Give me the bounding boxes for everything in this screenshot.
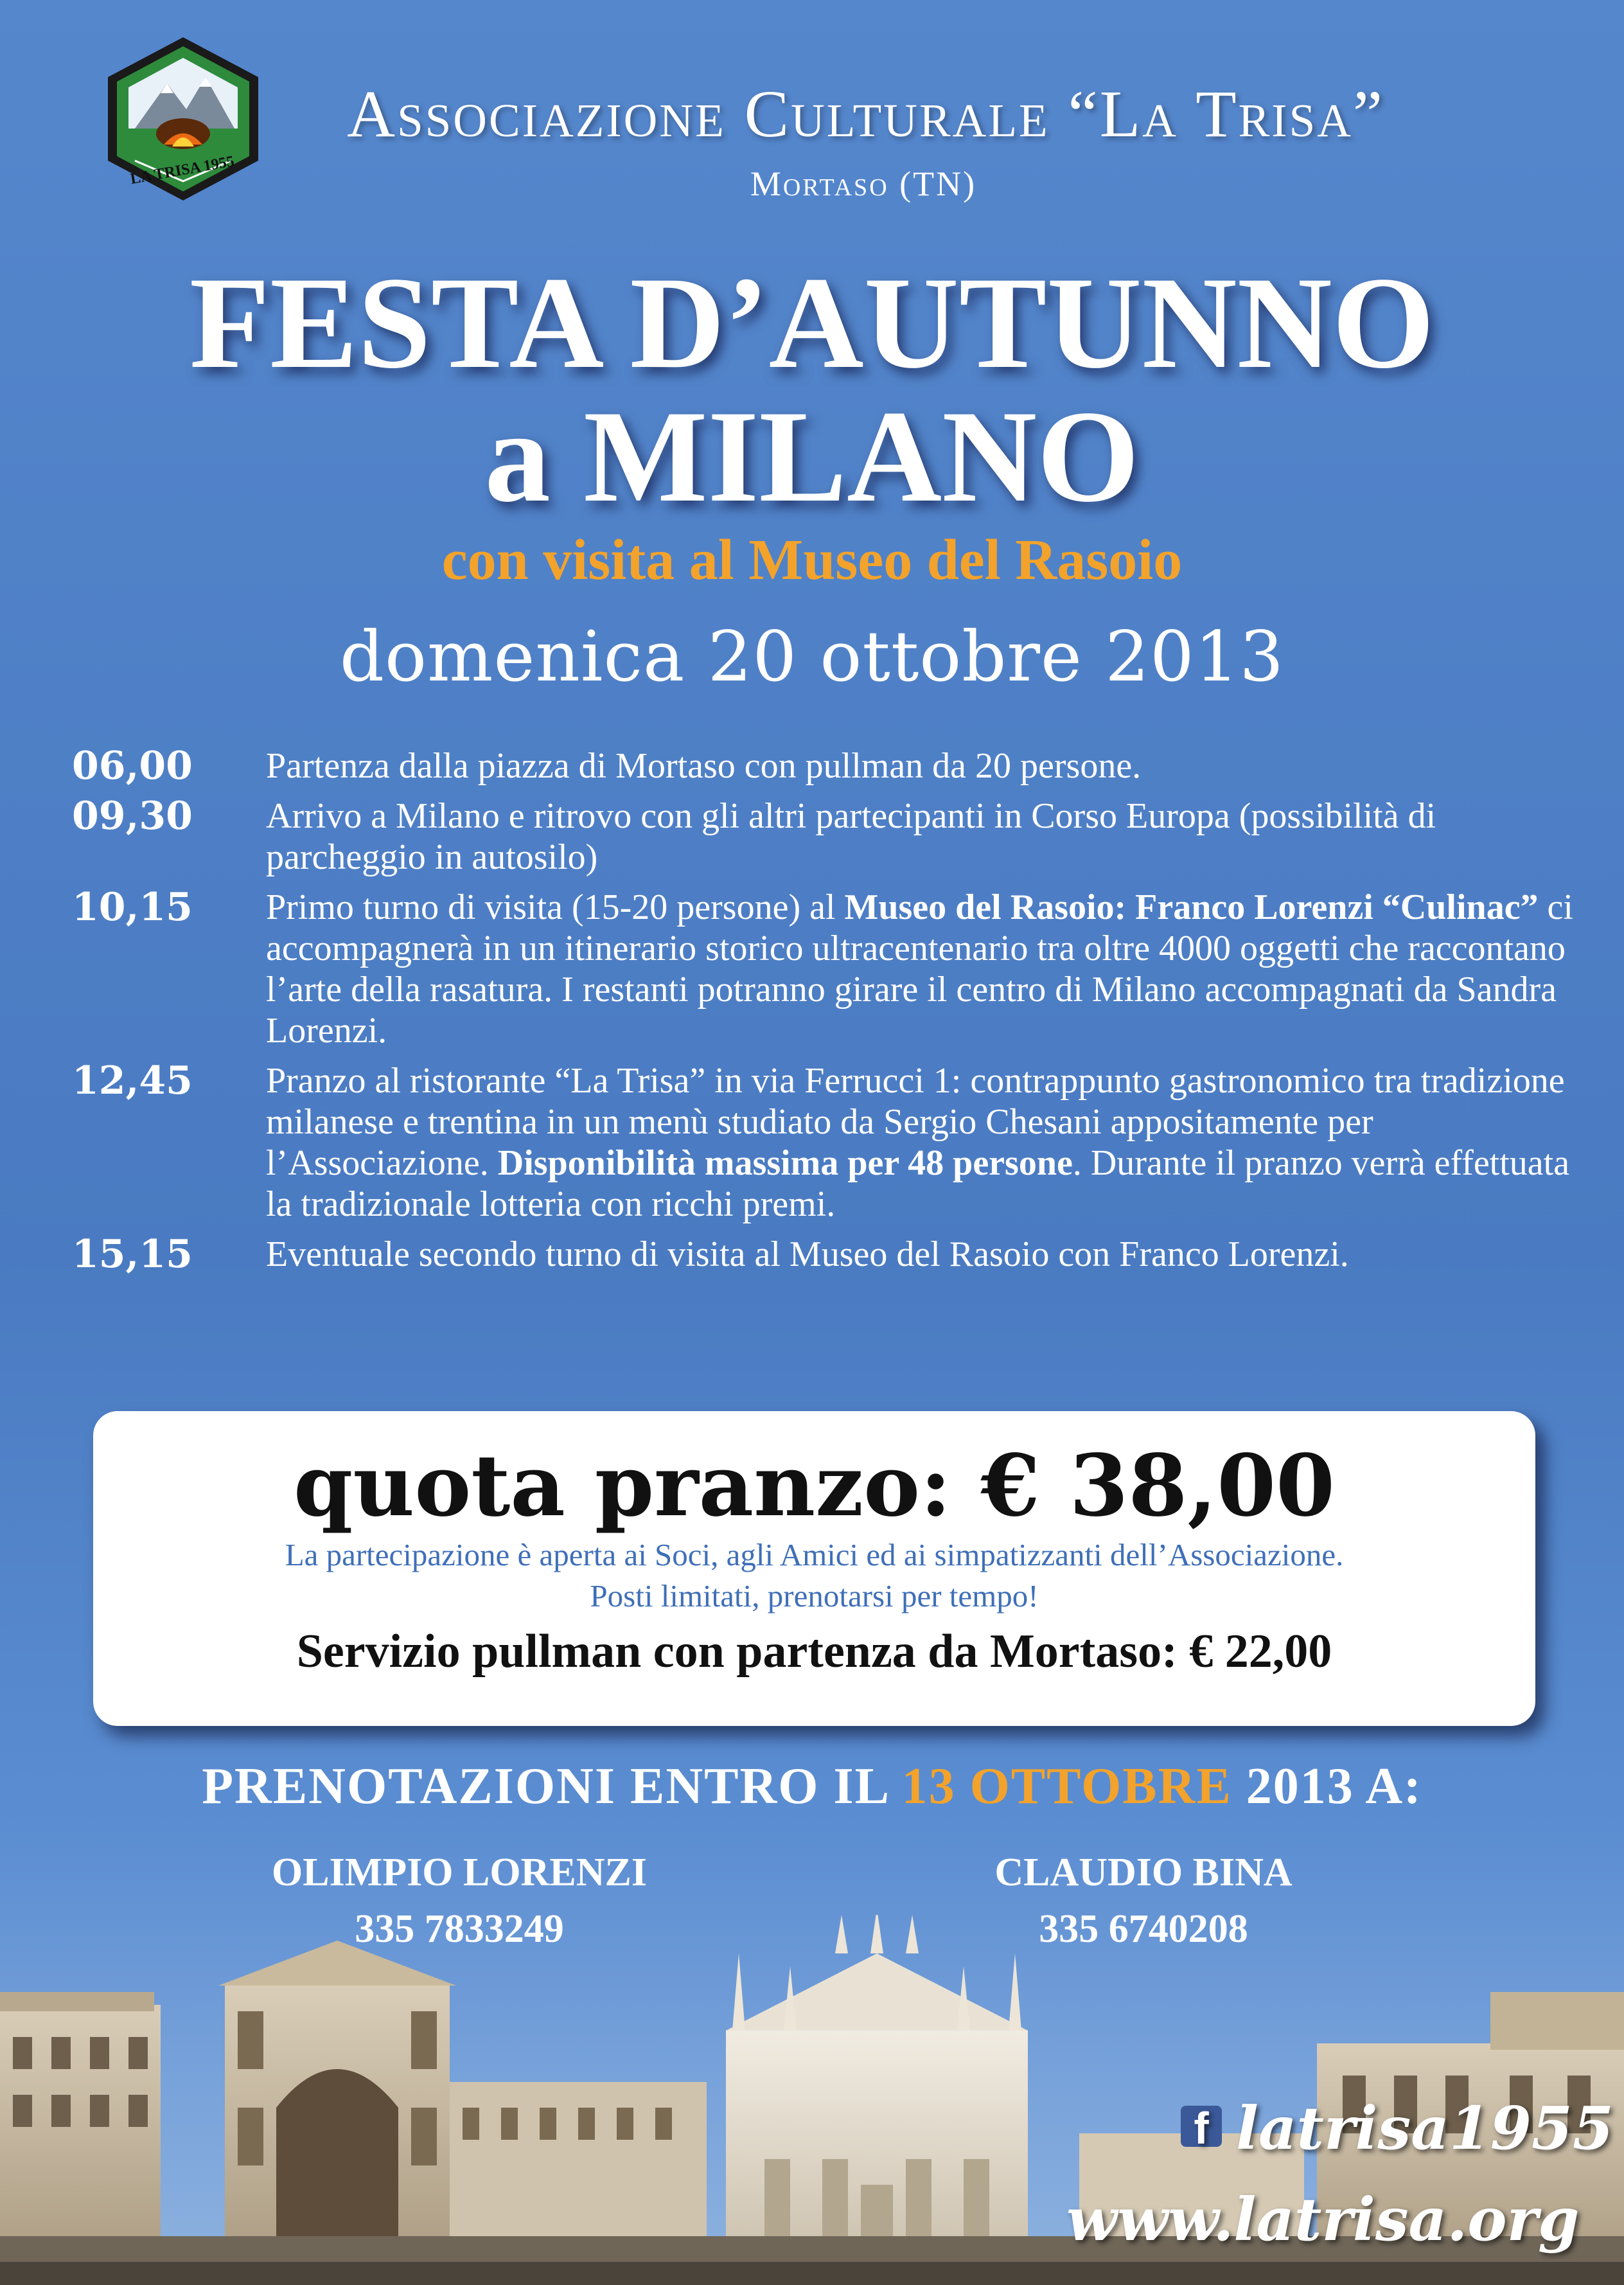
participation-note: La partecipazione è aperta ai Soci, agli Amici ed ai simpatizzanti dell’Associazione. <box>285 1537 1344 1572</box>
event-date: domenica 20 ottobre 2013 <box>339 617 1285 697</box>
schedule-time: 12,45 <box>72 1058 193 1103</box>
schedule-text <box>1126 887 1135 927</box>
schedule-text: Eventuale secondo turno di visita al Museo del Rasoio con Franco Lorenzi. <box>266 1234 1349 1274</box>
schedule-row <box>72 1234 1601 1275</box>
facebook-icon: f <box>1181 2106 1222 2147</box>
schedule-description <box>266 1234 1601 1275</box>
booking-prefix: PRENOTAZIONI ENTRO IL <box>202 1758 902 1815</box>
contact-name: OLIMPIO LORENZI <box>272 1851 647 1894</box>
schedule-description <box>266 745 1601 787</box>
pricing-box <box>93 1411 1535 1726</box>
contact-name: CLAUDIO BINA <box>994 1851 1293 1894</box>
facebook-link[interactable] <box>1181 2094 1614 2163</box>
schedule-text: Pranzo al ristorante “La Trisa” in via Ferrucci 1: contrappunto gastronomico tra tradizione milanese e trentina in un menù studiato da Sergio Chesani appositamente per l’Associazione. <box>266 1061 1565 1183</box>
schedule-text: Primo turno di visita (15-20 persone) al <box>266 887 845 927</box>
website-link[interactable]: www.latrisa.org <box>1066 2185 1580 2254</box>
schedule-list <box>72 745 1601 1284</box>
event-title-line1: FESTA D’AUTUNNO <box>189 250 1435 396</box>
schedule-time: 15,15 <box>72 1232 193 1277</box>
schedule-time: 06,00 <box>72 743 193 788</box>
schedule-description <box>266 796 1601 878</box>
facebook-handle: latrisa1955 <box>1236 2094 1614 2163</box>
association-place: Mortaso (TN) <box>750 164 977 203</box>
schedule-highlight: Franco Lorenzi “Culinac” <box>1135 887 1539 927</box>
schedule-time: 10,15 <box>72 885 193 930</box>
association-name: Associazione Culturale “La Trisa” <box>347 77 1385 151</box>
schedule-row <box>72 796 1601 878</box>
schedule-time: 09,30 <box>72 794 193 839</box>
event-title-line2: a MILANO <box>484 384 1140 529</box>
schedule-description <box>266 887 1601 1051</box>
schedule-description <box>266 1060 1601 1225</box>
schedule-highlight: Museo del Rasoio: <box>844 887 1127 927</box>
contact-phone[interactable]: 335 7833249 <box>355 1907 564 1951</box>
schedule-row <box>72 1060 1601 1225</box>
schedule-text: . Durante il pranzo verrà effettuata la tradizionale lotteria con ricchi premi. <box>266 1143 1570 1224</box>
bus-price: Servizio pullman con partenza da Mortaso: € 22,00 <box>296 1625 1332 1678</box>
schedule-highlight: Disponibilità massima per 48 persone <box>497 1143 1073 1183</box>
event-subtitle: con visita al Museo del Rasoio <box>441 528 1183 592</box>
booking-deadline <box>0 1757 1624 1816</box>
schedule-row <box>72 745 1601 787</box>
contact-phone[interactable]: 335 6740208 <box>1039 1907 1248 1951</box>
schedule-row <box>72 887 1601 1051</box>
logo-text: LA TRISA 1955 <box>128 153 236 188</box>
schedule-text: Arrivo a Milano e ritrovo con gli altri partecipanti in Corso Europa (possibilità di parcheggio in autosilo) <box>266 796 1436 877</box>
schedule-text: ci accompagnerà in un itinerario storico ultracentenario tra oltre 4000 oggetti che raccontano l’arte della rasatura. I restanti potranno girare il centro di Milano accompagnati da Sandra Lorenzi. <box>266 887 1573 1051</box>
limited-seats-note: Posti limitati, prenotarsi per tempo! <box>590 1578 1039 1614</box>
booking-suffix: 2013 A: <box>1231 1758 1422 1815</box>
schedule-text: Partenza dalla piazza di Mortaso con pullman da 20 persone. <box>266 746 1142 786</box>
booking-date: 13 OTTOBRE <box>901 1758 1232 1815</box>
lunch-price: quota pranzo: € 38,00 <box>294 1436 1335 1536</box>
